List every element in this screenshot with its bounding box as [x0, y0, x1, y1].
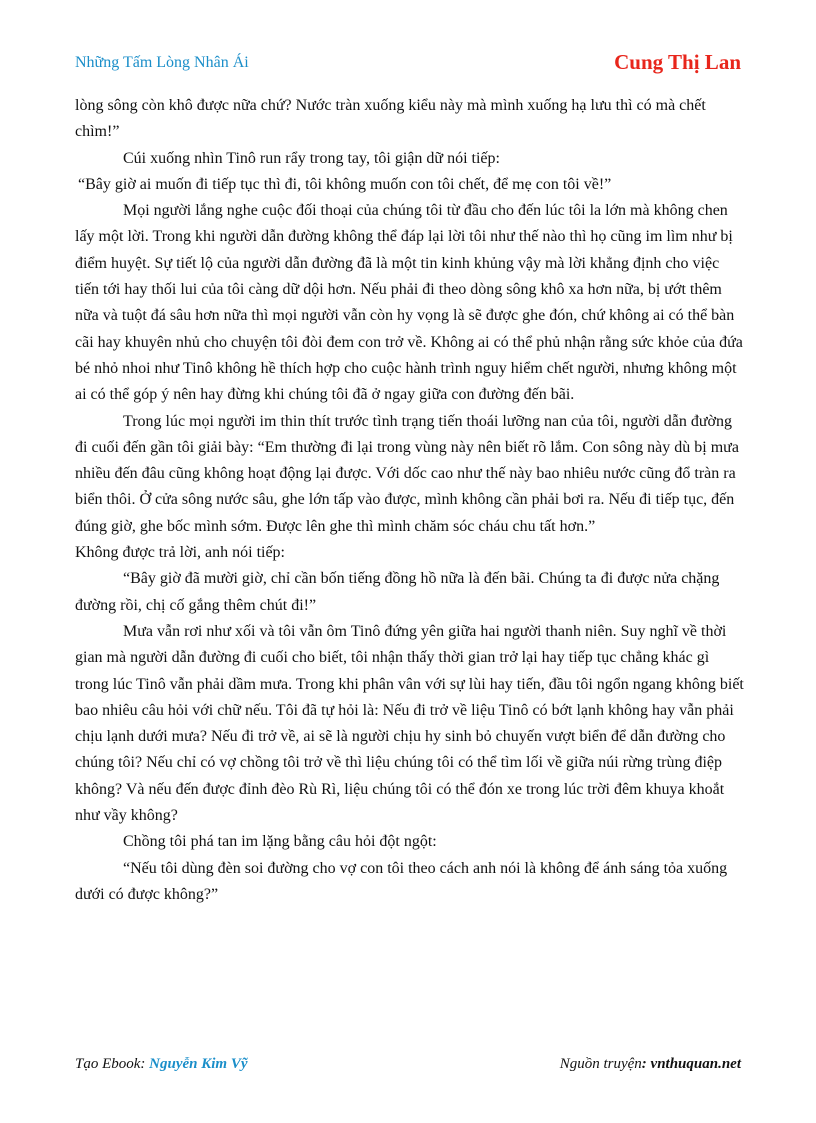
paragraph: Trong lúc mọi người im thin thít trước tình trạng tiến thoái lưỡng nan của tôi, người dẫn đường đi cuối đến gần tôi giải bày: “Em thường đi lại trong vùng này nên biết rõ lắm. Con sông này dù bị mưa nhiều đến đâu cũng không hoạt động lại được. Với dốc cao như thế này bao nhiêu nước cũng đổ tràn ra biển thôi. Ở cửa sông nước sâu, ghe lớn tấp vào được, mình không cần phải bơi ra. Nếu đi tiếp tục, đến đúng giờ, ghe bốc mình sớm. Được lên ghe thì mình chăm sóc cháu chu tất hơn.”	[75, 412, 739, 535]
source-credit	[560, 1056, 741, 1073]
paragraph: “Bây giờ đã mười giờ, chỉ cần bốn tiếng đồng hồ nữa là đến bãi. Chúng ta đi được nửa chặng đường rồi, chị cố gắng thêm chút đi!”	[75, 570, 720, 614]
book-title: Những Tấm Lòng Nhân Ái	[75, 54, 249, 71]
paragraph: Mọi người lắng nghe cuộc đối thoại của chúng tôi từ đầu cho đến lúc tôi la lớn mà không chen lấy một lời. Trong khi người dẫn đường không thể đáp lại lời tôi như thế nào thì họ cũng im lìm như bị điểm huyệt. Sự tiết lộ của người dẫn đường đã là một tin kinh khủng vậy mà lời khẳng định cho việc tiến tới hay thối lui của tôi càng dữ dội hơn. Nếu phải đi theo dòng sông khô xa hơn nữa, bị ướt thêm nữa và tuột đá sâu hơn nữa thì mọi người vẫn còn hy vọng là sẽ được ghe đón, chứ không ai có thể bàn cãi hay khuyên nhủ cho chuyện tôi đòi đem con trở về. Không ai có thể phủ nhận rằng sức khỏe của đứa bé nhỏ nhoi như Tinô không hề thích hợp cho cuộc hành trình nguy hiểm chết người, nhưng không một ai có thể góp ý nên hay đừng khi chúng tôi đã ở ngay giữa con đường đến bãi.	[75, 202, 743, 404]
ebook-label: Tạo Ebook	[75, 1056, 141, 1072]
page-footer	[75, 1056, 741, 1076]
ebook-creator: Nguyễn Kim Vỹ	[149, 1056, 248, 1072]
paragraph: “Bây giờ ai muốn đi tiếp tục thì đi, tôi không muốn con tôi chết, để mẹ con tôi về!”	[78, 175, 612, 193]
author-name: Cung Thị Lan	[614, 50, 741, 74]
paragraph: Không được trả lời, anh nói tiếp:	[75, 544, 285, 562]
source-label: Nguồn truyện	[559, 1056, 642, 1072]
source-separator: :	[641, 1056, 651, 1072]
ebook-credit	[75, 1056, 248, 1073]
paragraph: Mưa vẫn rơi như xối và tôi vẫn ôm Tinô đứng yên giữa hai người thanh niên. Suy nghĩ về thời gian mà người dẫn đường đi cuối cho biết, tôi nhận thấy thời gian trở lại hay tiếp tục chẳng khác gì trong lúc Tinô vẫn phải dầm mưa. Trong khi phân vân với sự lùi hay tiến, đầu tôi ngổn ngang không biết bao nhiêu câu hỏi với chữ nếu. Tôi đã tự hỏi là: Nếu đi trở về liệu Tinô có bớt lạnh không hay vẫn phải chịu lạnh dưới mưa? Nếu đi trở về, ai sẽ là người chịu hy sinh bỏ chuyến vượt biển để dẫn đường cho chúng tôi? Nếu chỉ có vợ chồng tôi trở về thì liệu chúng tôi có thể tìm lối về giữa núi rừng trùng điệp không? Và nếu đến được đỉnh đèo Rù Rì, liệu chúng tôi có thể đón xe trong lúc trời đêm khuya khoắt như vầy không?	[75, 622, 744, 825]
paragraph: “Nếu tôi dùng đèn soi đường cho vợ con tôi theo cách anh nói là không để ánh sáng tỏa xuống dưới có được không?”	[75, 859, 728, 903]
paragraph: Chồng tôi phá tan im lặng bằng câu hỏi đột ngột:	[123, 833, 437, 851]
page-header	[75, 50, 741, 74]
paragraph: Cúi xuống nhìn Tinô run rẩy trong tay, tôi giận dữ nói tiếp:	[123, 149, 500, 167]
paragraph: lòng sông còn khô được nữa chứ? Nước tràn xuống kiểu này mà mình xuống hạ lưu thì có mà chết chìm!”	[75, 97, 706, 141]
page-body	[75, 93, 745, 908]
ebook-separator: :	[140, 1056, 150, 1072]
source-site: vnthuquan.net	[650, 1056, 741, 1072]
